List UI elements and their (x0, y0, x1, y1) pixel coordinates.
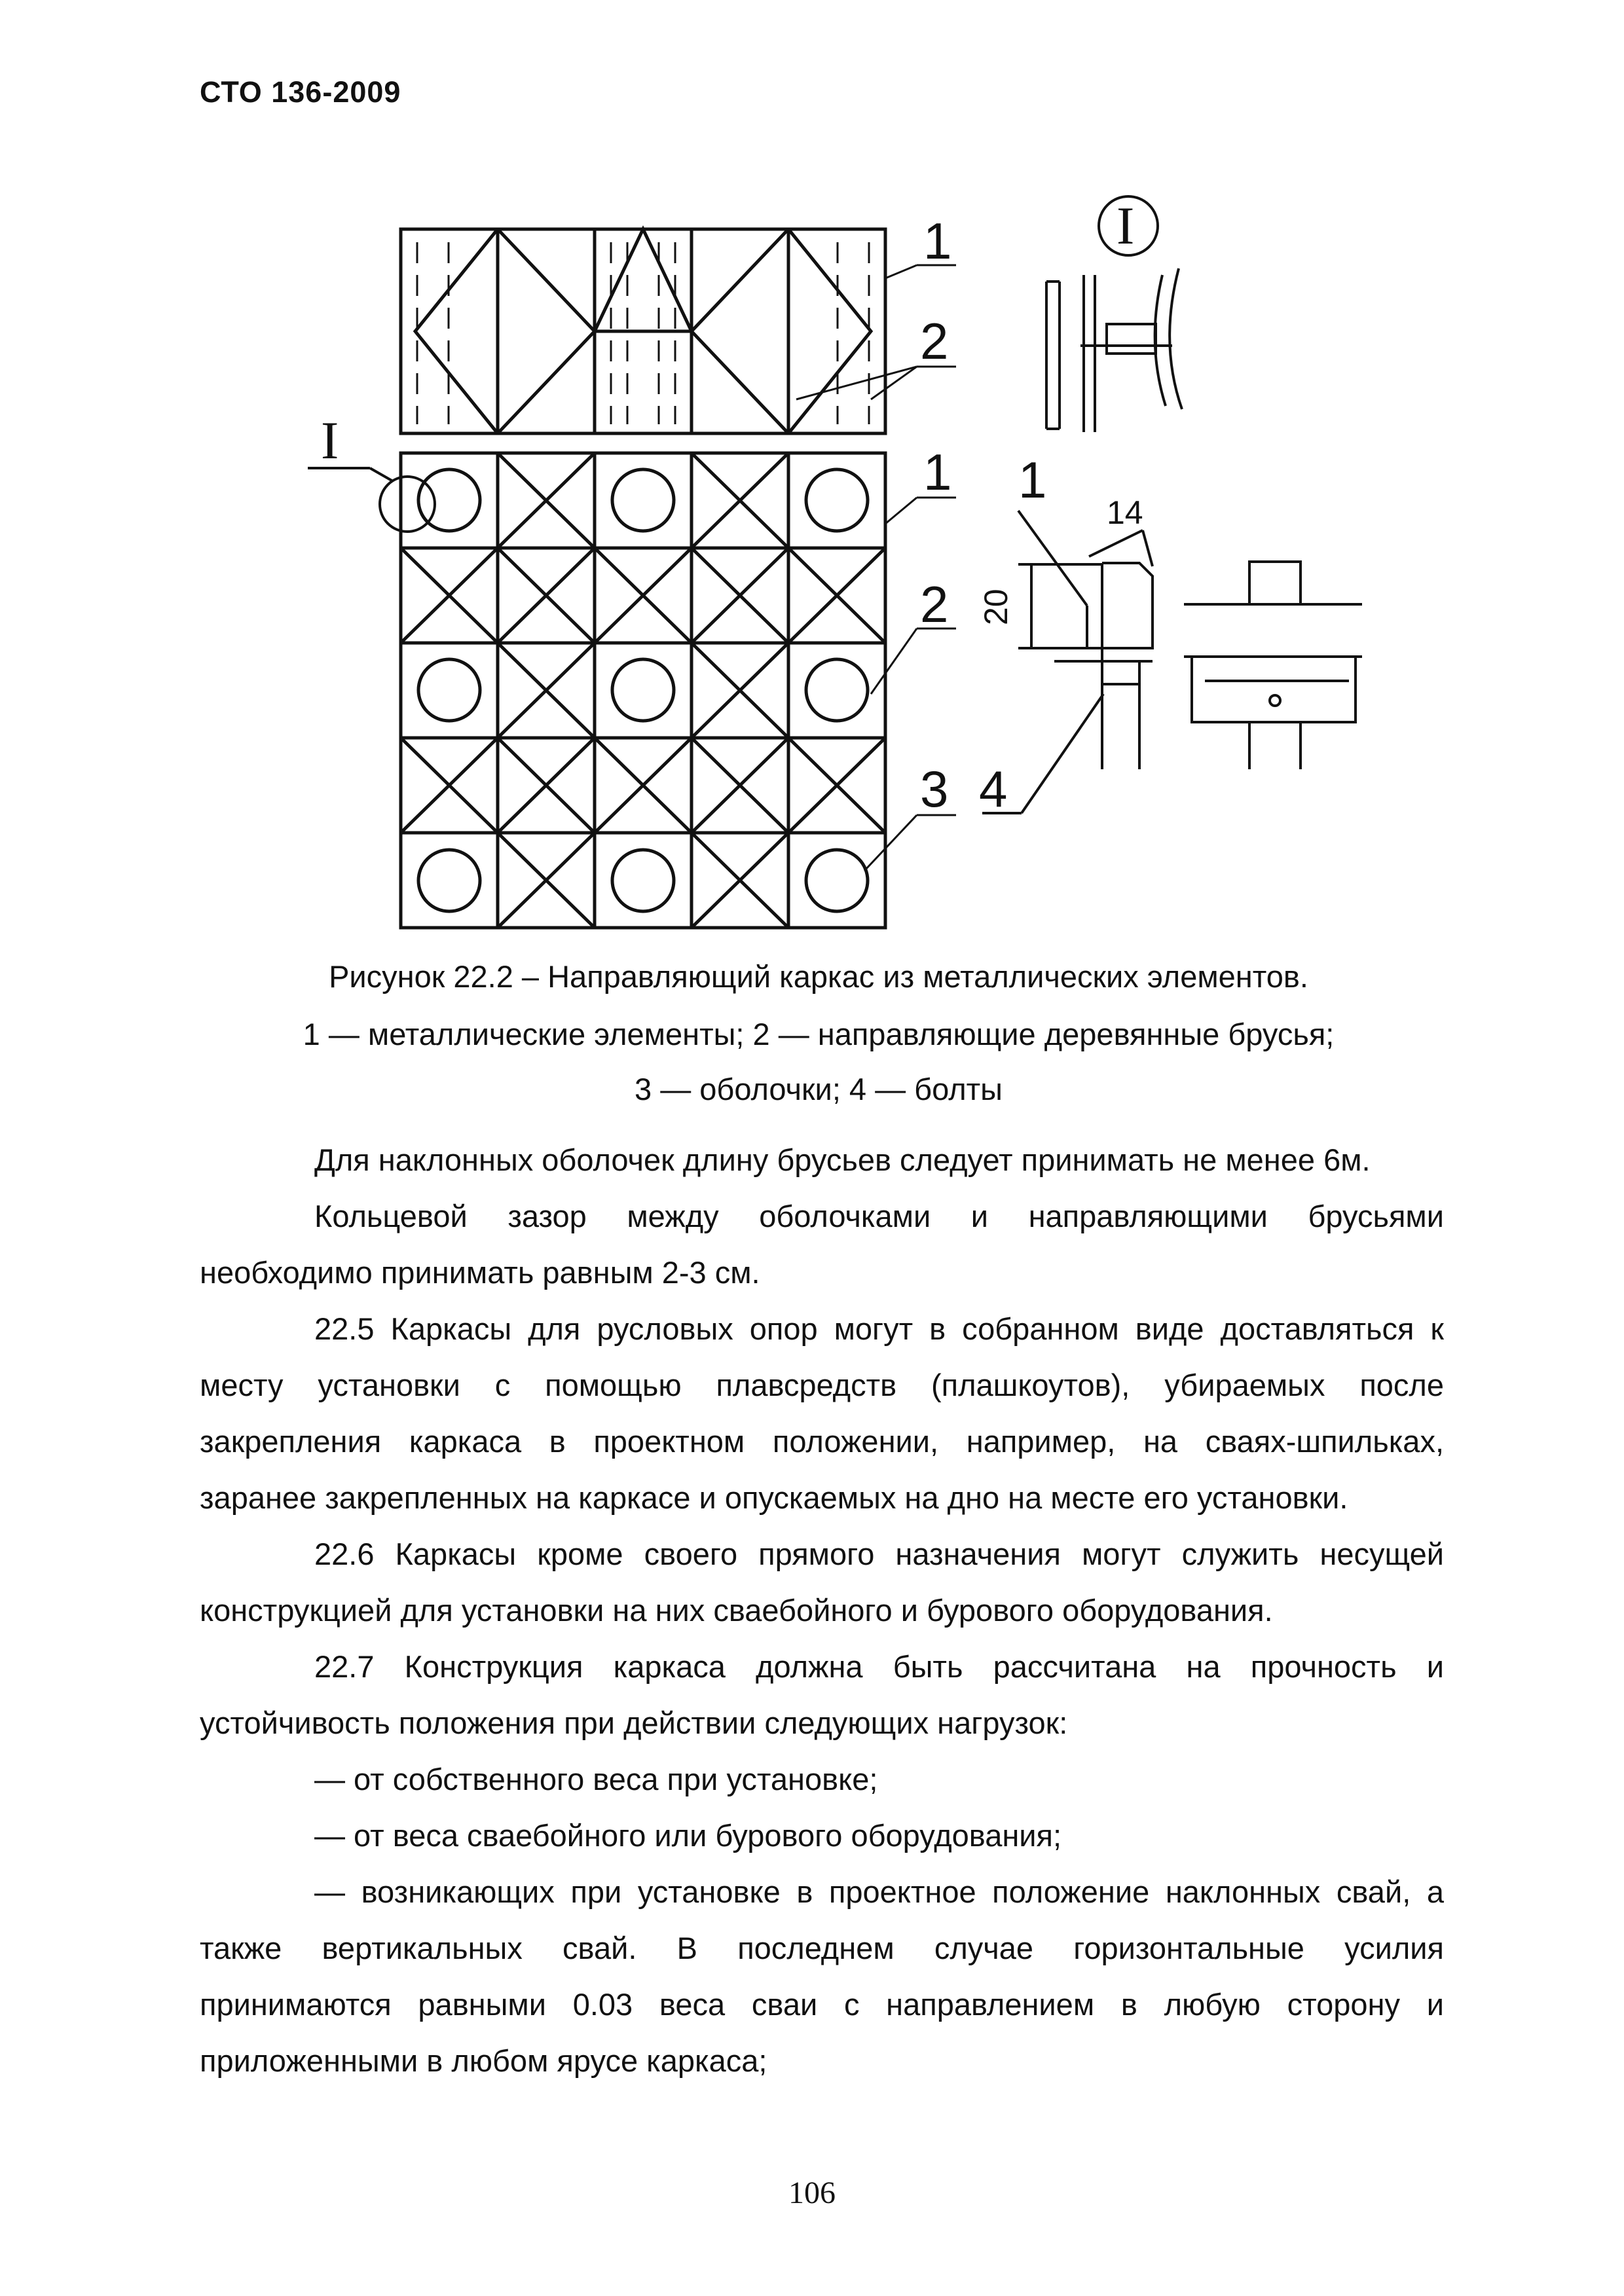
shell (612, 469, 674, 531)
paragraph-line: Кольцевой зазор между оболочками и направляющими брусьями (314, 1199, 1444, 1233)
shell (418, 659, 480, 721)
shell (806, 659, 868, 721)
section-detail (982, 511, 1153, 813)
figure-22-2 (295, 177, 1408, 949)
paragraph-line: устойчивость положения при действии следующих нагрузок: (200, 1705, 1068, 1740)
paragraph-line: конструкцией для установки на них сваебойного и бурового оборудования. (200, 1593, 1273, 1628)
list-item: — от собственного веса при установке; (314, 1762, 878, 1796)
figure-caption: Рисунок 22.2 – Направляющий каркас из металлических элементов. (329, 959, 1308, 994)
frame-drawing (295, 177, 1408, 949)
paragraph-line: необходимо принимать равным 2-3 см. (200, 1255, 760, 1290)
callout-3: 3 (920, 760, 949, 818)
shell (418, 850, 480, 911)
figure-legend-line: 3 — оболочки; 4 — болты (635, 1072, 1003, 1106)
paragraph-line: 22.5 Каркасы для русловых опор могут в собранном виде доставляться к (314, 1311, 1444, 1346)
document-code: СТО 136-2009 (200, 75, 401, 109)
paragraph-line: Для наклонных оболочек длину брусьев следует принимать не менее 6м. (314, 1142, 1371, 1177)
page-number: 106 (788, 2176, 836, 2210)
detail-mark-label: I (321, 410, 339, 470)
list-item: — возникающих при установке в проектное положение наклонных свай, а (314, 1874, 1444, 1909)
paragraph-line: 22.7 Конструкция каркаса должна быть рассчитана на прочность и (314, 1649, 1444, 1684)
shell (806, 469, 868, 531)
paragraph-line: принимаются равными 0.03 веса сваи с направлением в любую сторону и (200, 1987, 1444, 2022)
callout-1: 1 (1018, 451, 1047, 509)
dimension-width: 14 (1107, 494, 1143, 531)
callout-1: 1 (923, 443, 952, 501)
paragraph-line: 22.6 Каркасы кроме своего прямого назначения могут служить несущей (314, 1537, 1444, 1571)
paragraph-line: заранее закрепленных на каркасе и опускаемых на дно на месте его установки. (200, 1480, 1348, 1515)
shell (612, 850, 674, 911)
detail-i-drawing (1046, 268, 1182, 432)
list-item: — от веса сваебойного или бурового оборудования; (314, 1818, 1062, 1853)
figure-legend-line: 1 — металлические элементы; 2 — направляющие деревянные брусья; (303, 1017, 1335, 1051)
shell (612, 659, 674, 721)
callout-4: 4 (979, 760, 1008, 818)
paragraph-line: месту установки с помощью плавсредств (плашкоутов), убираемых после (200, 1368, 1444, 1402)
side-section (1184, 562, 1362, 769)
shells (418, 469, 868, 911)
callout-2: 2 (920, 575, 949, 633)
dimension-height: 20 (978, 589, 1014, 625)
callout-1: 1 (923, 212, 952, 270)
shell (806, 850, 868, 911)
detail-title: I (1116, 196, 1135, 255)
paragraph-line: закрепления каркаса в проектном положении, например, на сваях-шпильках, (200, 1424, 1444, 1459)
callout-2: 2 (920, 312, 949, 370)
paragraph-line: также вертикальных свай. В последнем случае горизонтальные усилия (200, 1931, 1444, 1965)
paragraph-line: приложенными в любом ярусе каркаса; (200, 2043, 767, 2078)
